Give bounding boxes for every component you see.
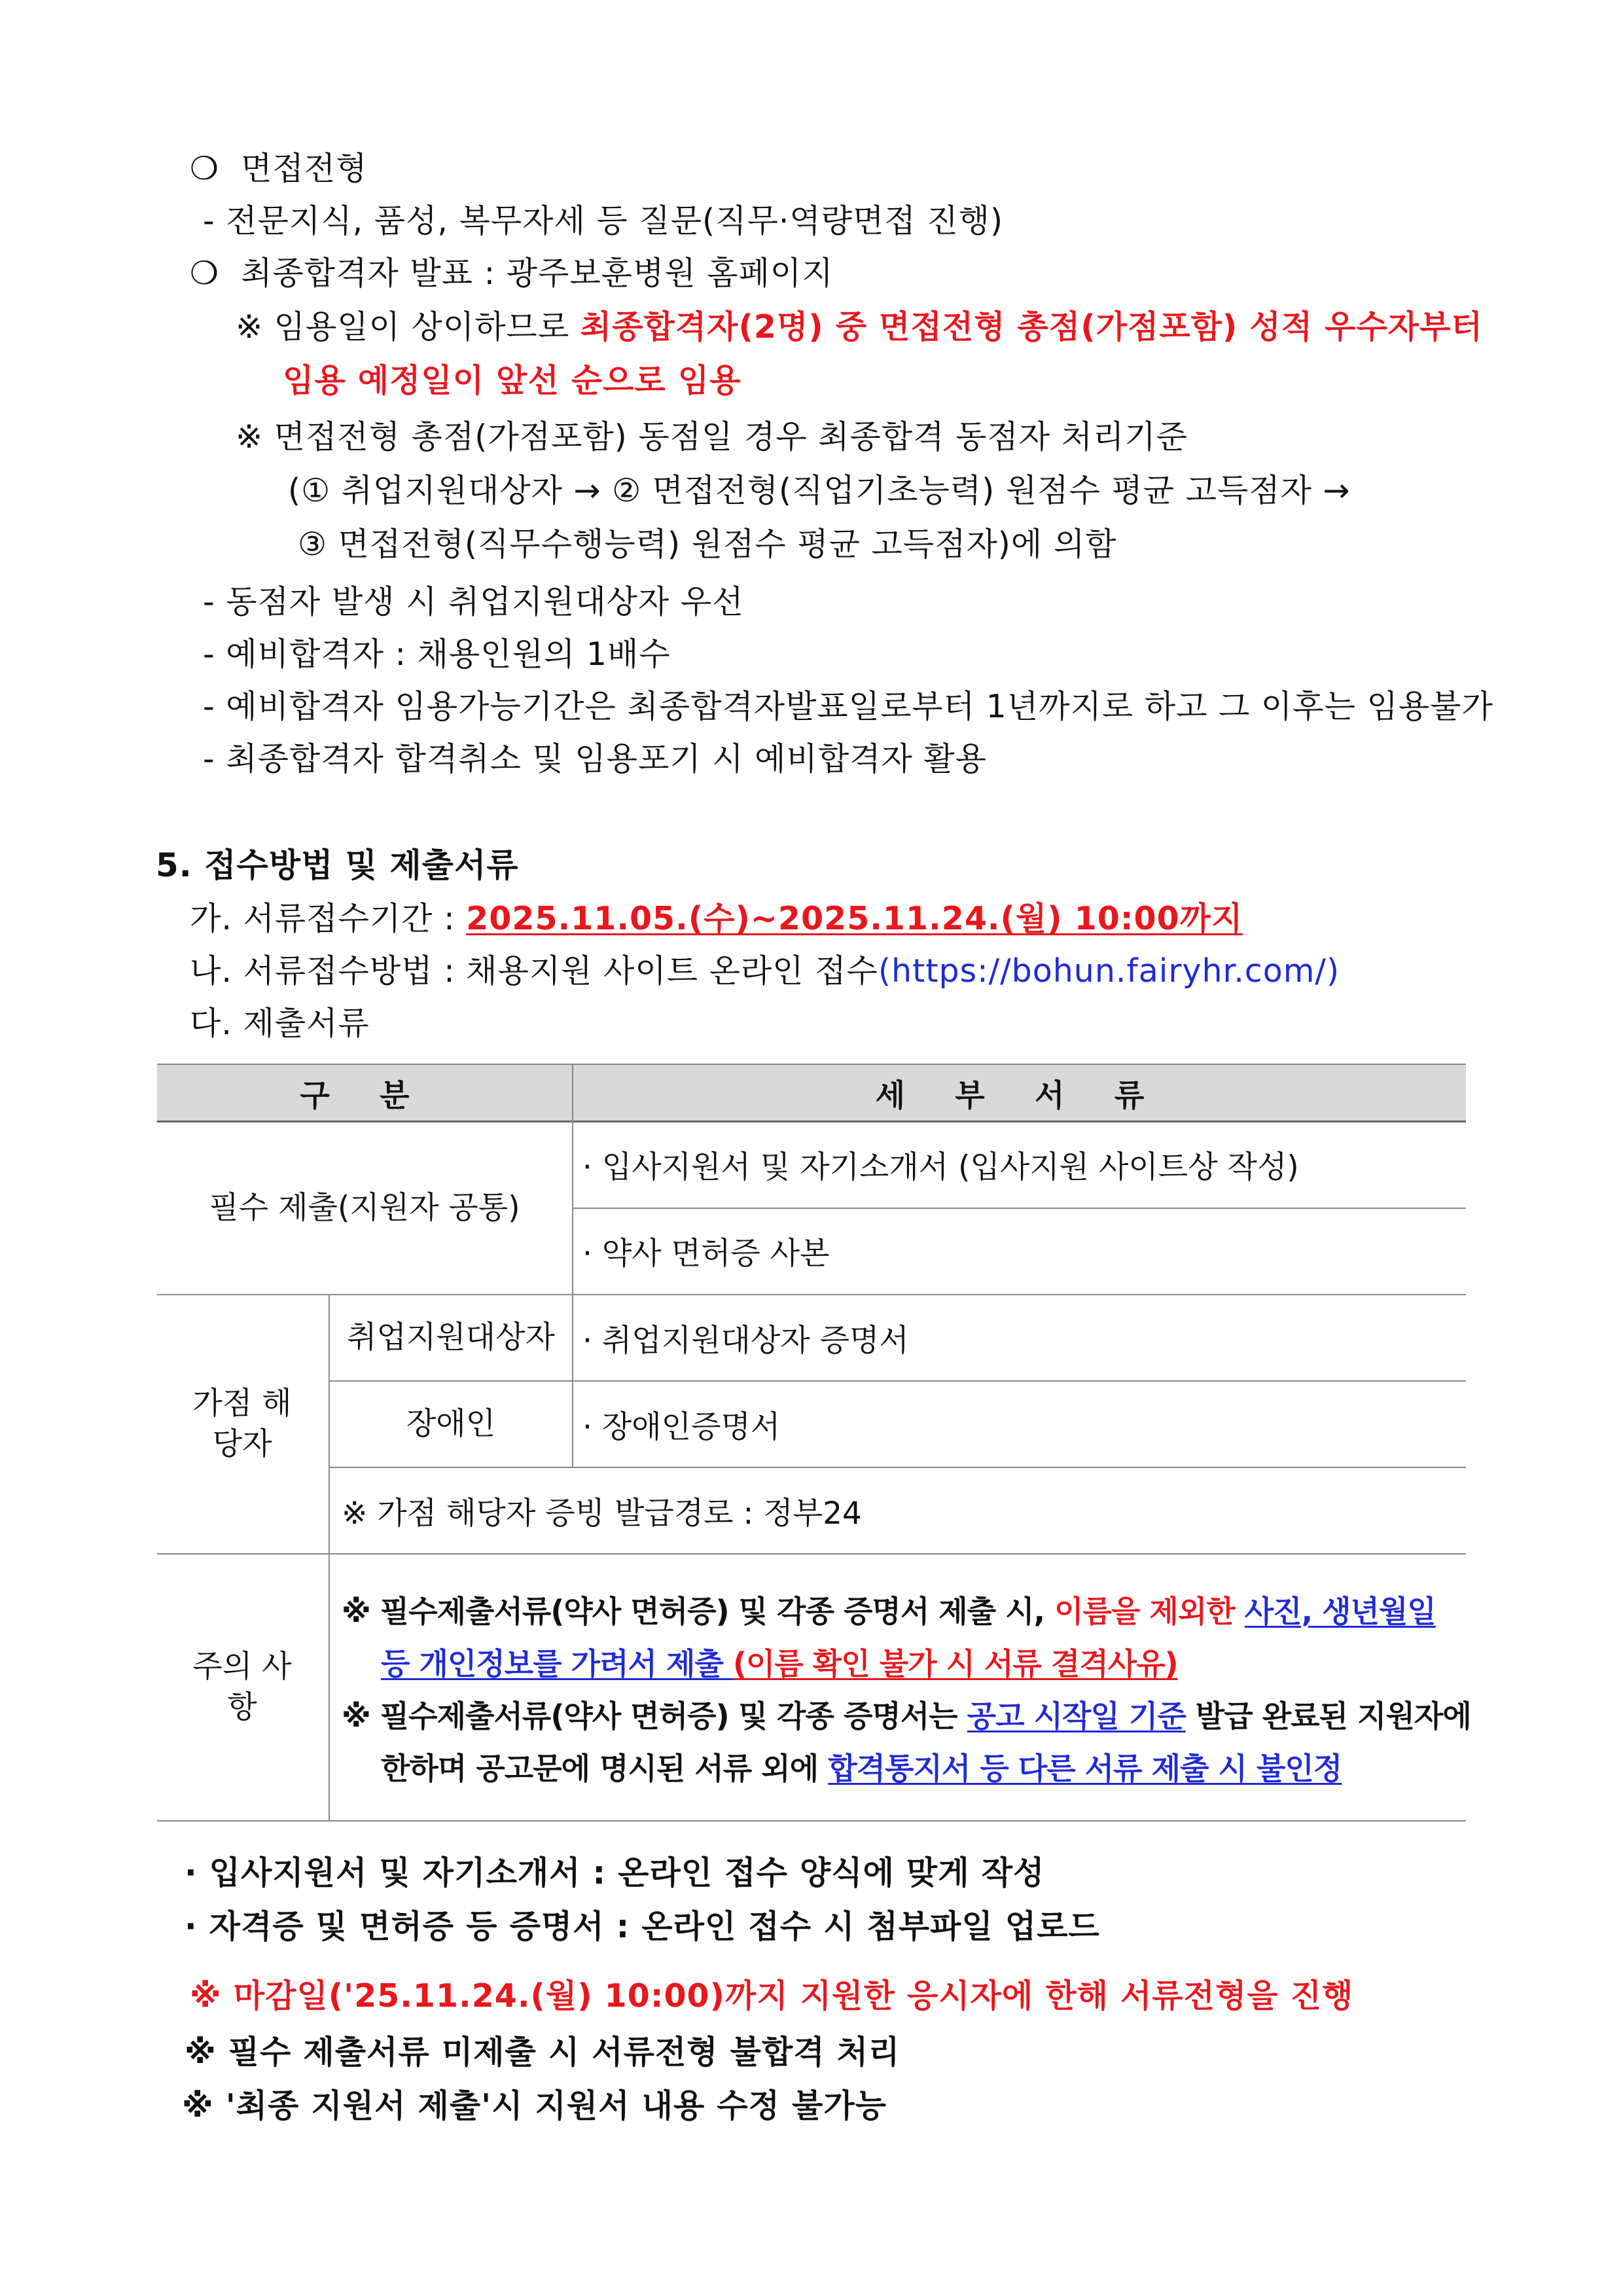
appointment-note-prefix: ※ 임용일이 상이하므로 [236,308,580,346]
tie-rule-note: ※ 면접전형 총점(가점포함) 동점일 경우 최종합격 동점자 처리기준 [236,418,1188,456]
interview-heading-text: 면접전형 [241,150,368,187]
table-border-top [157,1064,1466,1065]
table-border-bottom [157,1820,1466,1821]
appointment-note-emphasis: 최종합격자(2명) 중 면접전형 총점(가점포함) 성적 우수자부터 [580,308,1483,346]
caution1-red: 이름을 제외한 [1054,1594,1245,1629]
tie-priority: - 동점자 발생 시 취업지원대상자 우선 [203,583,744,620]
interview-heading [190,148,367,190]
table-header-category: 구 분 [300,1077,429,1114]
caution-line3 [342,1695,1471,1737]
application-period [190,898,1243,940]
section5-title: 5. 접수방법 및 제출서류 [156,846,519,884]
caution2-blue: 공고 시작일 기준 [967,1698,1186,1734]
bonus-note: ※ 가점 해당자 증빙 발급경로 : 정부24 [342,1495,862,1532]
tie-rule-line3: ③ 면접전형(직무수행능력) 원점수 평균 고득점자)에 의함 [298,526,1117,563]
caution2-text-b: 발급 완료된 지원자에 [1185,1698,1471,1734]
required-item: · 입사지원서 및 자기소개서 (입사지원 사이트상 작성) [582,1149,1299,1185]
final-announce [190,253,834,295]
application-period-value: 2025.11.05.(수)~2025.11.24.(월) 10:00까지 [466,900,1243,937]
note-application-form: · 입사지원서 및 자기소개서 : 온라인 접수 양식에 맞게 작성 [185,1854,1045,1892]
bonus-document: · 장애인증명서 [582,1408,781,1445]
note-missing-docs: ※ 필수 제출서류 미제출 시 서류전형 불합격 처리 [185,2034,901,2071]
bonus-category: 장애인 [406,1406,496,1442]
reserve-usage: - 최종합격자 합격취소 및 임용포기 시 예비합격자 활용 [203,740,988,778]
circle-bullet-icon: ❍ [190,150,219,187]
caution-line1 [342,1590,1436,1632]
interview-content: - 전문지식, 품성, 복무자세 등 질문(직무·역량면접 진행) [203,202,1004,240]
application-period-label: 가. 서류접수기간 : [190,900,467,937]
required-item: · 약사 면허증 사본 [582,1236,830,1272]
circle-bullet-icon: ❍ [190,255,219,292]
caution2-blue-b: 합격통지서 등 다른 서류 제출 시 불인정 [828,1751,1342,1786]
tie-rule-line2: (① 취업지원대상자 → ② 면접전형(직업기초능력) 원점수 평균 고득점자 → [288,472,1351,509]
appointment-note [236,306,1483,348]
appointment-note-emphasis-cont: 임용 예정일이 앞선 순으로 임용 [283,362,741,399]
note-final-submit: ※ '최종 지원서 제출'시 지원서 내용 수정 불가능 [182,2087,887,2125]
application-method-label: 나. 서류접수방법 : 채용지원 사이트 온라인 접수 [190,952,878,990]
caution-line2 [381,1643,1178,1685]
documents-label: 다. 제출서류 [190,1005,370,1042]
caution1-text: ※ 필수제출서류(약사 면허증) 및 각종 증명서 제출 시, [342,1594,1055,1629]
table-column-divider [572,1064,573,1468]
bonus-category: 취업지원대상자 [347,1319,555,1355]
application-url-link[interactable]: (https://bohun.fairyhr.com/) [878,952,1340,990]
caution2-text: ※ 필수제출서류(약사 면허증) 및 각종 증명서는 [342,1698,967,1734]
note-deadline: ※ 마감일('25.11.24.(월) 10:00)까지 지원한 응시자에 한해 서류전형을 진행 [190,1977,1354,2015]
bonus-label: 가점 해당자 [192,1386,292,1462]
note-certificates: · 자격증 및 면허증 등 증명서 : 온라인 접수 시 첨부파일 업로드 [185,1908,1100,1945]
caution-label: 주의 사항 [192,1649,292,1725]
caution2-text-c: 한하며 공고문에 명시된 서류 외에 [381,1751,829,1786]
reserve-count: - 예비합격자 : 채용인원의 1배수 [203,636,671,673]
caution1-blue: 사진, 생년월일 [1244,1594,1436,1629]
caution1-blue-cont: 등 개인정보를 가려서 제출 [381,1646,733,1681]
required-label: 필수 제출(지원자 공통) [209,1190,520,1226]
reserve-period: - 예비합격자 임용가능기간은 최종합격자발표일로부터 1년까지로 하고 그 이후는 임용불가 [203,688,1493,725]
application-method [190,950,1340,992]
final-announce-text: 최종합격자 발표 : 광주보훈병원 홈페이지 [241,255,834,292]
caution-line4 [381,1748,1342,1789]
caution1-red-cont: (이름 확인 불가 시 서류 결격사유) [732,1646,1178,1681]
bonus-document: · 취업지원대상자 증명서 [582,1322,909,1359]
table-header-details: 세 부 서 류 [875,1077,1164,1114]
